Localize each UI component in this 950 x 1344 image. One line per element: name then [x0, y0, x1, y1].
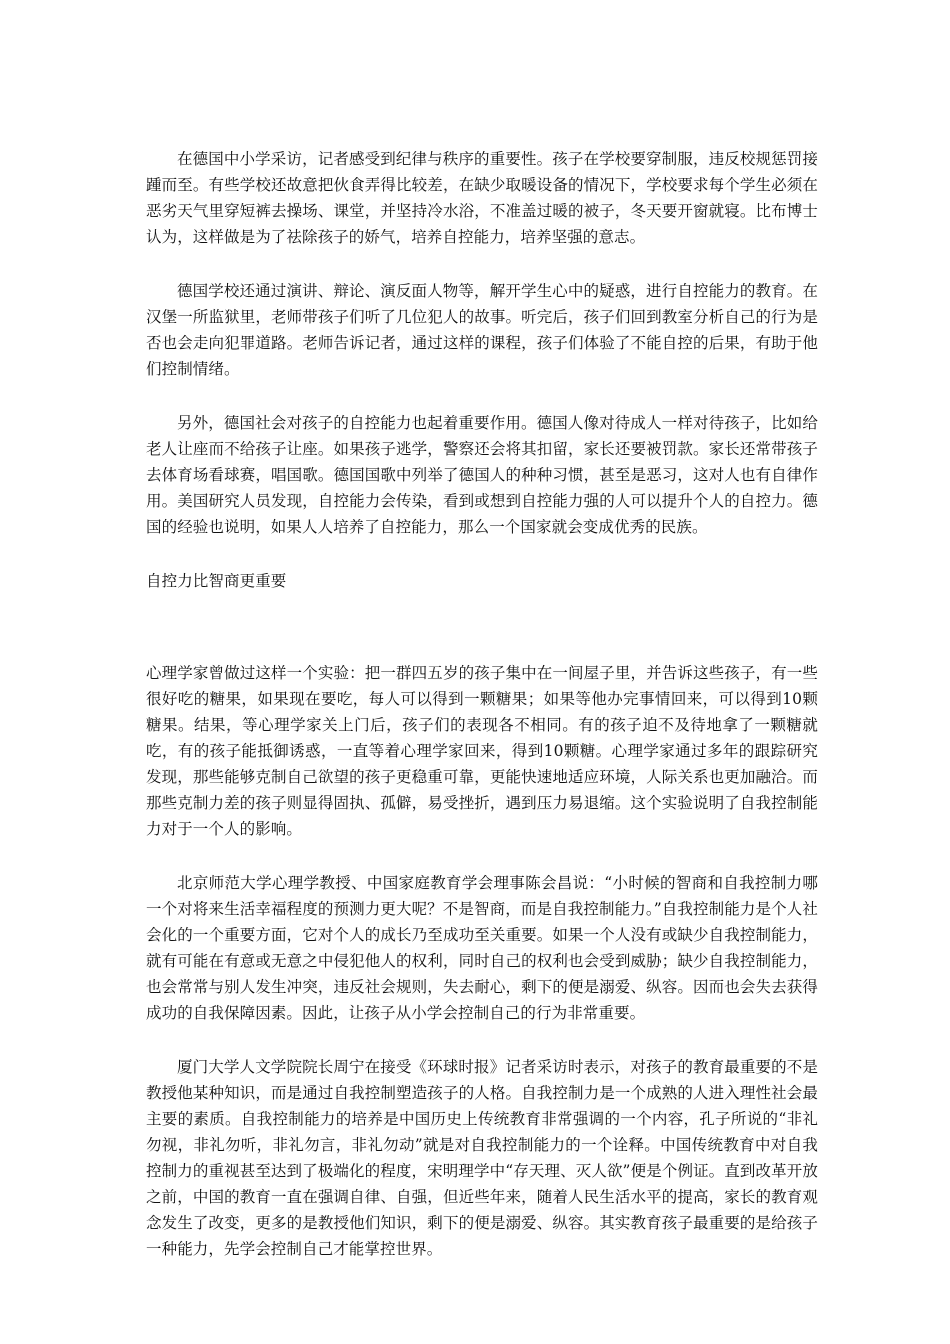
- section-heading: 自控力比智商更重要: [146, 572, 287, 590]
- paragraph-discipline: 在德国中小学采访，记者感受到纪律与秩序的重要性。孩子在学校要穿制服，违反校规惩罚接踵而至。有些学校还故意把伙食弄得比较差，在缺少取暖设备的情况下，学校要求每个学生必须在恶劣天气里穿短裤去操场、课堂，并坚持冷水浴，不准盖过暖的被子，冬天要开窗就寝。比布博士认为，这样做是为了祛除孩子的娇气，培养自控能力，培养坚强的意志。: [146, 150, 818, 246]
- paragraph-candy-experiment: 心理学家曾做过这样一个实验：把一群四五岁的孩子集中在一间屋子里，并告诉这些孩子，有一些很好吃的糖果，如果现在要吃，每人可以得到一颗糖果；如果等他办完事情回来，可以得到10颗糖果。结果，等心理学家关上门后，孩子们的表现各不相同。有的孩子迫不及待地拿了一颗糖就吃，有的孩子能抵御诱惑，一直等着心理学家回来，得到10颗糖。心理学家通过多年的跟踪研究发现，那些能够克制自己欲望的孩子更稳重可靠，更能快速地适应环境，人际关系也更加融洽。而那些克制力差的孩子则显得固执、孤僻，易受挫折，遇到压力易退缩。这个实验说明了自我控制能力对于一个人的影响。: [146, 664, 818, 838]
- document-body: [146, 146, 818, 1290]
- paragraph-chen-huichang: 北京师范大学心理学教授、中国家庭教育学会理事陈会昌说：“小时候的智商和自我控制力哪一个对将来生活幸福程度的预测力更大呢？不是智商，而是自我控制能力。”自我控制能力是个人社会化的一个重要方面，它对个人的成长乃至成功至关重要。如果一个人没有或缺少自我控制能力，就有可能在有意或无意之中侵犯他人的权利，同时自己的权利也会受到威胁；缺少自我控制能力，也会常常与别人发生冲突，违反社会规则，失去耐心，剩下的便是溺爱、纵容。因而也会失去获得成功的自我保障因素。因此，让孩子从小学会控制自己的行为非常重要。: [146, 874, 818, 1022]
- paragraph-self-control-education: 德国学校还通过演讲、辩论、演反面人物等，解开学生心中的疑惑，进行自控能力的教育。在汉堡一所监狱里，老师带孩子们听了几位犯人的故事。听完后，孩子们回到教室分析自己的行为是否也会走向犯罪道路。老师告诉记者，通过这样的课程，孩子们体验了不能自控的后果，有助于他们控制情绪。: [146, 282, 818, 378]
- paragraph-zhou-ning: 厦门大学人文学院院长周宁在接受《环球时报》记者采访时表示，对孩子的教育最重要的不是教授他某种知识，而是通过自我控制塑造孩子的人格。自我控制力是一个成熟的人进入理性社会最主要的素质。自我控制能力的培养是中国历史上传统教育非常强调的一个内容，孔子所说的“非礼勿视，非礼勿听，非礼勿言，非礼勿动”就是对自我控制能力的一个诠释。中国传统教育中对自我控制力的重视甚至达到了极端化的程度，宋明理学中“存天理、灭人欲”便是个例证。直到改革开放之前，中国的教育一直在强调自律、自强，但近些年来，随着人民生活水平的提高，家长的教育观念发生了改变，更多的是教授他们知识，剩下的便是溺爱、纵容。其实教育孩子最重要的是给孩子一种能力，先学会控制自己才能掌控世界。: [146, 1058, 818, 1258]
- paragraph-society-role: 另外，德国社会对孩子的自控能力也起着重要作用。德国人像对待成人一样对待孩子，比如给老人让座而不给孩子让座。如果孩子逃学，警察还会将其扣留，家长还要被罚款。家长还常带孩子去体育场看球赛，唱国歌。德国国歌中列举了德国人的种种习惯，甚至是恶习，这对人也有自律作用。美国研究人员发现，自控能力会传染，看到或想到自控能力强的人可以提升个人的自控力。德国的经验也说明，如果人人培养了自控能力，那么一个国家就会变成优秀的民族。: [146, 414, 818, 536]
